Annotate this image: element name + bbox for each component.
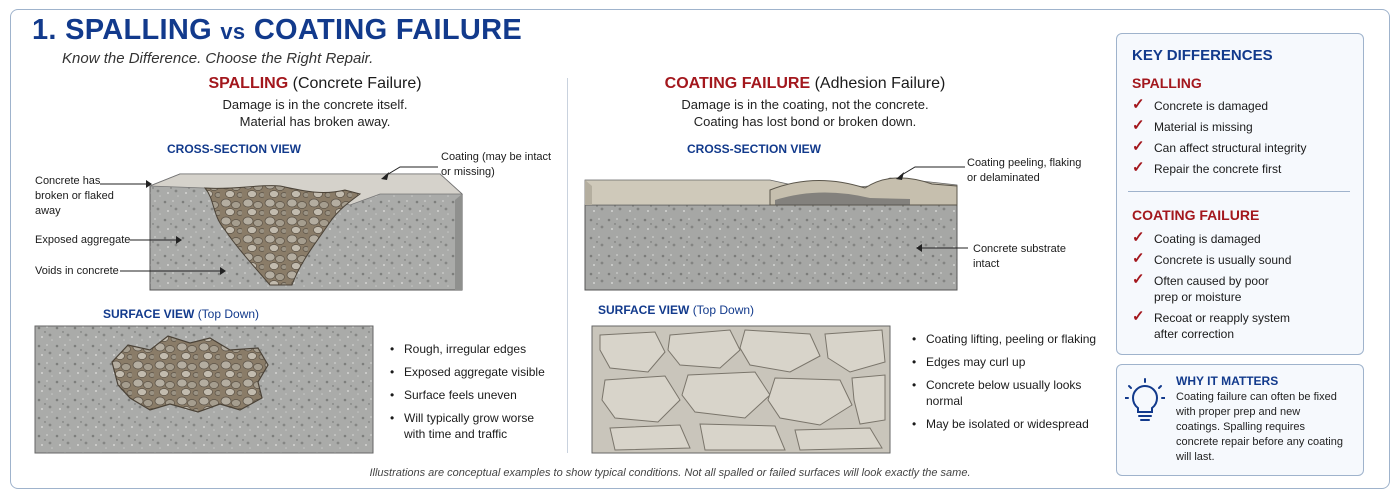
- footer-note: Illustrations are conceptual examples to show typical conditions. Not all spalled or failed surfaces will look exactly the same.: [369, 467, 971, 479]
- list-item: ✓ Repair the concrete first: [1132, 159, 1282, 176]
- callout-concrete-broken: Concrete has broken or flaked away: [35, 175, 114, 217]
- coating-cross-section-label: CROSS-SECTION VIEW: [687, 142, 822, 156]
- callout-coating-peeling: Coating peeling, flaking or delaminated: [967, 157, 1082, 184]
- coating-bullet-list: [912, 331, 1097, 439]
- list-item: ✓ Concrete is damaged: [1132, 96, 1269, 113]
- check-icon: ✓: [1132, 117, 1145, 134]
- spalling-surface-label: SURFACE VIEW (Top Down): [103, 307, 260, 321]
- list-item: • Concrete below usually looks normal: [912, 377, 1097, 409]
- key-differences-spalling-title: SPALLING: [1132, 75, 1202, 91]
- list-item: ✓ Can affect structural integrity: [1132, 138, 1307, 155]
- check-icon: ✓: [1132, 96, 1145, 113]
- spalling-bullet-list: [390, 341, 550, 449]
- key-differences-coating-title: COATING FAILURE: [1132, 207, 1260, 223]
- lightbulb-icon: [1125, 378, 1165, 424]
- spalling-checklist: [1132, 98, 1352, 182]
- callout-exposed-aggregate: Exposed aggregate: [35, 234, 131, 246]
- why-it-matters-text: Coating failure can often be fixed with proper prep and new coatings. Spalling requires concrete repair before any coating will last.: [1176, 391, 1343, 463]
- callout-substrate-intact: Concrete substrate intact: [973, 243, 1066, 270]
- check-icon: ✓: [1132, 229, 1145, 246]
- check-icon: ✓: [1132, 271, 1145, 288]
- page-title: 1. SPALLING vs COATING FAILURE: [32, 14, 522, 46]
- list-item: ✓ Material is missing: [1132, 117, 1253, 134]
- list-item: • Surface feels uneven: [390, 387, 550, 403]
- callout-voids: Voids in concrete: [35, 265, 119, 277]
- panel-divider: [1128, 191, 1350, 192]
- page-subtitle: Know the Difference. Choose the Right Repair.: [62, 50, 374, 67]
- coating-cross-section: [585, 178, 957, 290]
- spalling-cross-section-label: CROSS-SECTION VIEW: [167, 142, 302, 156]
- list-item: • May be isolated or widespread: [912, 416, 1097, 432]
- check-icon: ✓: [1132, 308, 1145, 325]
- coating-heading: COATING FAILURE (Adhesion Failure): [664, 75, 946, 92]
- callout-coating-intact: Coating (may be intact or missing): [441, 151, 552, 178]
- list-item: ✓ Concrete is usually sound: [1132, 250, 1292, 267]
- column-divider: [567, 78, 568, 453]
- list-item: • Will typically grow worse with time and traffic: [390, 410, 550, 442]
- coating-description: Damage is in the coating, not the concrete. Coating has lost bond or broken down.: [681, 97, 929, 129]
- list-item: ✓ Recoat or reapply system after correction: [1132, 308, 1291, 341]
- list-item: • Rough, irregular edges: [390, 341, 550, 357]
- coating-surface-view: [592, 326, 890, 453]
- coating-checklist: [1132, 231, 1342, 347]
- spalling-cross-section: [150, 174, 462, 290]
- check-icon: ✓: [1132, 250, 1145, 267]
- check-icon: ✓: [1132, 138, 1145, 155]
- spalling-surface-view: [35, 326, 373, 453]
- list-item: ✓ Often caused by poor prep or moisture: [1132, 271, 1269, 304]
- list-item: • Edges may curl up: [912, 354, 1097, 370]
- list-item: • Exposed aggregate visible: [390, 364, 550, 380]
- why-it-matters-title: WHY IT MATTERS: [1176, 374, 1279, 388]
- key-differences-title: KEY DIFFERENCES: [1132, 47, 1273, 64]
- check-icon: ✓: [1132, 159, 1145, 176]
- spalling-description: Damage is in the concrete itself. Material has broken away.: [222, 97, 408, 129]
- coating-surface-label: SURFACE VIEW (Top Down): [598, 303, 755, 317]
- spalling-heading: SPALLING (Concrete Failure): [208, 75, 422, 92]
- list-item: ✓ Coating is damaged: [1132, 229, 1261, 246]
- list-item: • Coating lifting, peeling or flaking: [912, 331, 1097, 347]
